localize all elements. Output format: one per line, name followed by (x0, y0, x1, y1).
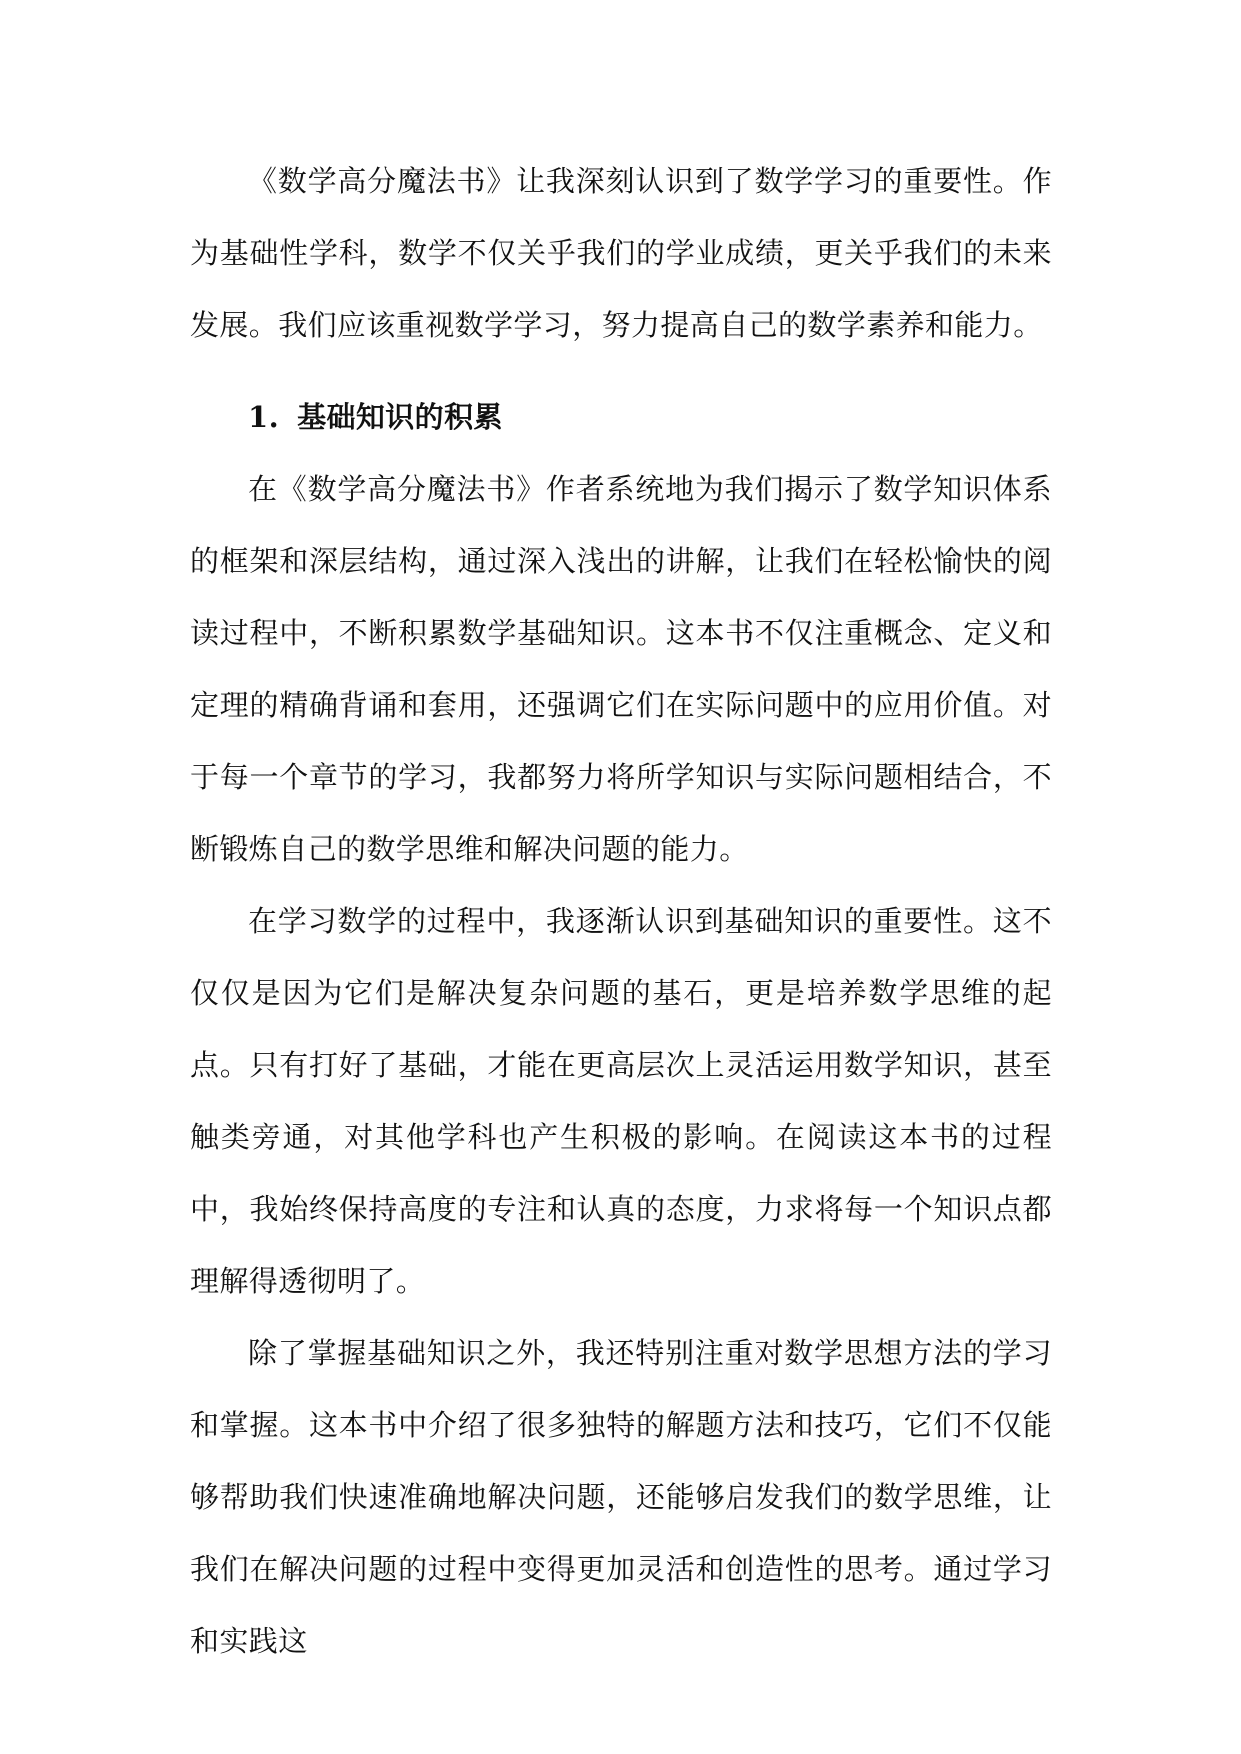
paragraph-1: 在《数学高分魔法书》作者系统地为我们揭示了数学知识体系的框架和深层结构，通过深入浅出的讲解，让我们在轻松愉快的阅读过程中，不断积累数学基础知识。这本书不仅注重概念、定义和定理的精确背诵和套用，还强调它们在实际问题中的应用价值。对于每一个章节的学习，我都努力将所学知识与实际问题相结合，不断锻炼自己的数学思维和解决问题的能力。 (190, 472, 1052, 866)
section-title: 基础知识的积累 (297, 400, 503, 434)
paragraph-2: 在学习数学的过程中，我逐渐认识到基础知识的重要性。这不仅仅是因为它们是解决复杂问题的基石，更是培养数学思维的起点。只有打好了基础，才能在更高层次上灵活运用数学知识，甚至触类旁通，对其他学科也产生积极的影响。在阅读这本书的过程中，我始终保持高度的专注和认真的态度，力求将每一个知识点都理解得透彻明了。 (190, 904, 1052, 1298)
section-number: 1. (248, 400, 280, 434)
paragraph-intro: 《数学高分魔法书》让我深刻认识到了数学学习的重要性。作为基础性学科，数学不仅关乎我们的学业成绩，更关乎我们的未来发展。我们应该重视数学学习，努力提高自己的数学素养和能力。 (190, 164, 1052, 342)
paragraph-3: 除了掌握基础知识之外，我还特别注重对数学思想方法的学习和掌握。这本书中介绍了很多独特的解题方法和技巧，它们不仅能够帮助我们快速准确地解决问题，还能够启发我们的数学思维，让我们在解决问题的过程中变得更加灵活和创造性的思考。通过学习和实践这 (190, 1336, 1052, 1658)
section-heading (190, 381, 1052, 453)
document-body (190, 145, 1052, 1677)
